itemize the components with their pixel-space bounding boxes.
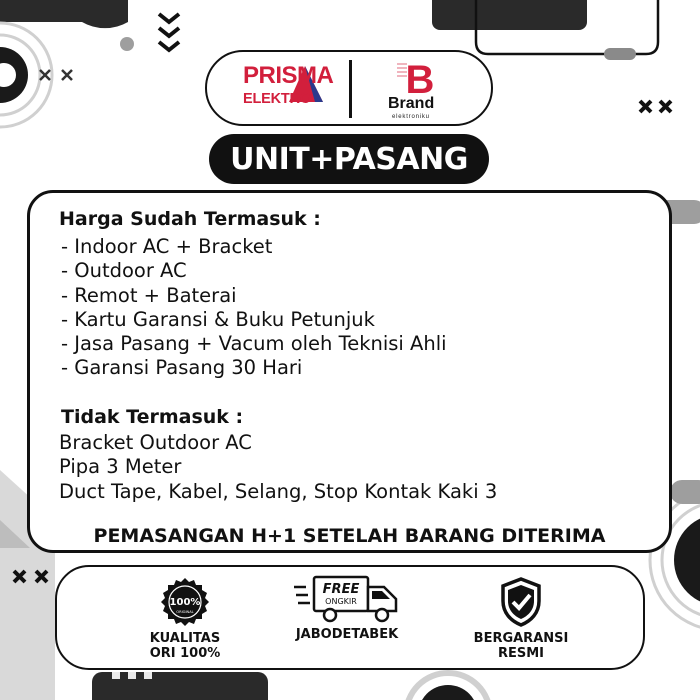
list-item: Duct Tape, Kabel, Selang, Stop Kontak Kaki 3 [59, 479, 498, 503]
brand-logo-icon [393, 58, 447, 98]
quality-badge-icon [160, 577, 210, 627]
list-item: Bracket Outdoor AC [59, 431, 252, 454]
included-heading: Harga Sudah Termasuk : [59, 208, 321, 230]
included-list [61, 235, 447, 381]
features-bar [55, 565, 645, 670]
page-title: UNIT+PASANG [209, 134, 489, 184]
feature-warranty [446, 577, 596, 661]
delivery-truck-icon [292, 573, 402, 625]
feature-label: BERGARANSI RESMI [473, 631, 569, 661]
feature-delivery [272, 573, 422, 642]
cross-marks-icon [38, 68, 78, 84]
list-item: - Garansi Pasang 30 Hari [61, 356, 303, 380]
list-item: - Jasa Pasang + Vacum oleh Teknisi Ahli [61, 332, 447, 356]
chevron-down-icon [156, 10, 182, 62]
list-item: - Kartu Garansi & Buku Petunjuk [61, 307, 375, 331]
list-item: - Remot + Baterai [61, 283, 237, 307]
brand-tagline: elektroniku [392, 114, 430, 120]
logo-divider [349, 60, 352, 118]
brand-letter: B [405, 58, 435, 98]
cross-marks-icon [12, 568, 52, 586]
brand-logos [205, 50, 493, 126]
feature-label: JABODETABEK [295, 627, 399, 642]
free-text: FREE [322, 582, 360, 597]
ongkir-text: ONGKIR [325, 597, 357, 606]
cross-marks-icon [638, 98, 676, 116]
prisma-wordmark: PRISMA [243, 62, 334, 89]
package-info-card [27, 190, 672, 553]
brand-wordmark: Brand [388, 95, 435, 112]
quality-badge-subtext: ORIGINAL [176, 610, 194, 614]
excluded-list [59, 431, 497, 504]
shield-check-icon [499, 577, 543, 627]
quality-badge-text: 100% [169, 597, 201, 608]
list-item: - Outdoor AC [61, 259, 187, 283]
feature-label: KUALITAS ORI 100% [149, 631, 221, 661]
list-item: Pipa 3 Meter [59, 455, 182, 479]
feature-quality [110, 577, 260, 661]
list-item: - Indoor AC + Bracket [61, 235, 273, 258]
installation-note: PEMASANGAN H+1 SETELAH BARANG DITERIMA [93, 525, 606, 547]
excluded-heading: Tidak Termasuk : [61, 406, 244, 428]
prisma-subword: ELEKTRO [243, 91, 311, 107]
